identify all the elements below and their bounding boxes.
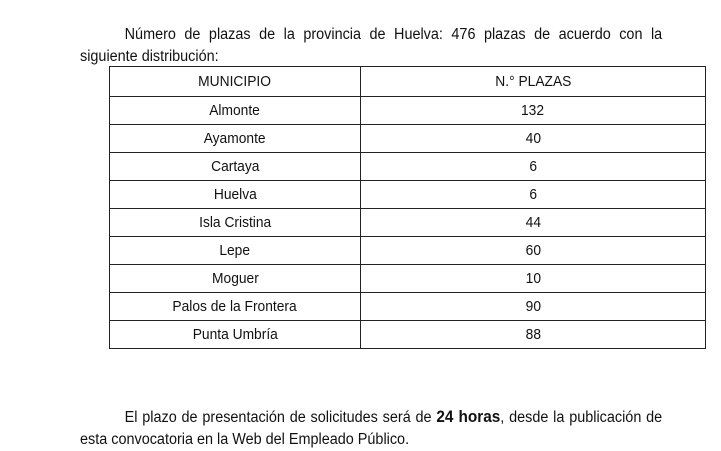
table-row [110, 181, 706, 209]
intro-text: Número de plazas de la provincia de Huelva: 476 plazas de acuerdo con la siguiente distribución: [80, 25, 663, 65]
plazas-cell: 6 [361, 153, 706, 181]
plazas-cell: 40 [361, 125, 706, 153]
municipio-cell: Lepe [110, 237, 361, 265]
closing-paragraph [80, 406, 662, 451]
plazas-cell: 90 [361, 293, 706, 321]
plazas-table [109, 66, 706, 349]
municipio-cell: Almonte [110, 97, 361, 125]
municipio-cell: Ayamonte [110, 125, 361, 153]
municipio-cell: Punta Umbría [110, 321, 361, 349]
municipio-cell: Moguer [110, 265, 361, 293]
table-row [110, 209, 706, 237]
plazas-cell: 44 [361, 209, 706, 237]
plazas-cell: 132 [361, 97, 706, 125]
plazas-cell: 60 [361, 237, 706, 265]
table-row [110, 265, 706, 293]
plazas-cell: 88 [361, 321, 706, 349]
table-row [110, 293, 706, 321]
municipio-cell: Huelva [110, 181, 361, 209]
table-row [110, 97, 706, 125]
closing-text-before: El plazo de presentación de solicitudes será de [124, 408, 437, 426]
closing-text-after: , desde la publicación de esta convocatoria en la Web del Empleado Público. [80, 408, 663, 448]
table-row [110, 237, 706, 265]
plazas-cell: 6 [361, 181, 706, 209]
municipio-cell: Cartaya [110, 153, 361, 181]
header-municipio: MUNICIPIO [110, 67, 361, 97]
table-header-row [110, 67, 706, 97]
table-row [110, 321, 706, 349]
closing-deadline: 24 horas [436, 407, 501, 426]
municipio-cell: Isla Cristina [110, 209, 361, 237]
table-row [110, 125, 706, 153]
plazas-cell: 10 [361, 265, 706, 293]
header-plazas: N.° PLAZAS [361, 67, 706, 97]
table-row [110, 153, 706, 181]
intro-paragraph [80, 24, 662, 68]
municipio-cell: Palos de la Frontera [110, 293, 361, 321]
